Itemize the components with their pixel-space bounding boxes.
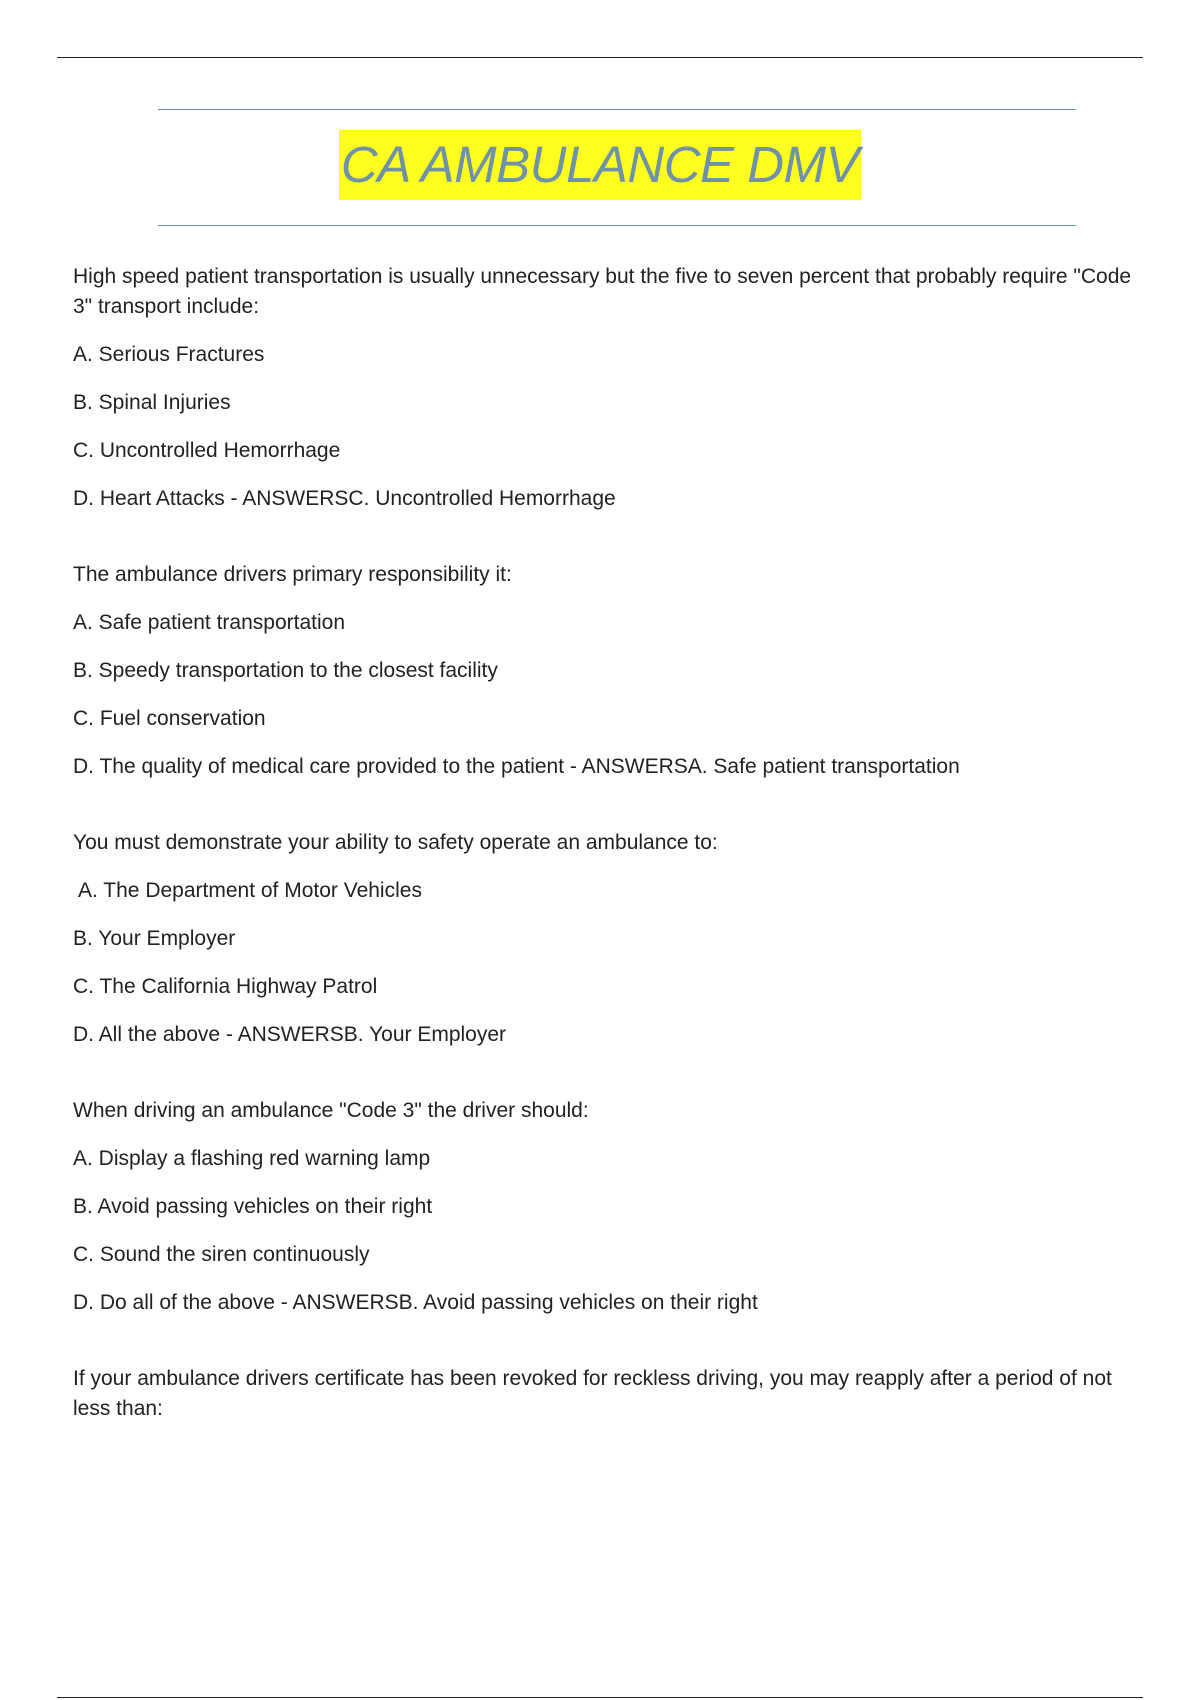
option-a: A. Serious Fractures xyxy=(73,343,265,366)
title-block xyxy=(0,130,1200,200)
question-3 xyxy=(73,828,1143,1050)
option-a: A. Safe patient transportation xyxy=(73,611,346,634)
question-2 xyxy=(73,560,1143,782)
question-list xyxy=(73,262,1143,1442)
question-5 xyxy=(73,1364,1143,1424)
option-c: C. Fuel conservation xyxy=(73,707,266,730)
option-c: C. Sound the siren continuously xyxy=(73,1243,370,1266)
question-text: If your ambulance drivers certificate has been revoked for reckless driving, you may reapply after a period of not less than: xyxy=(73,1367,1112,1420)
option-a: A. The Department of Motor Vehicles xyxy=(78,879,422,902)
question-text: You must demonstrate your ability to safety operate an ambulance to: xyxy=(73,831,718,854)
option-d-with-answer: D. Do all of the above - ANSWERSB. Avoid passing vehicles on their right xyxy=(73,1291,758,1314)
title-upper-rule xyxy=(158,109,1076,110)
option-b: B. Speedy transportation to the closest facility xyxy=(73,659,498,682)
option-c: C. The California Highway Patrol xyxy=(73,975,378,998)
option-d-with-answer: D. All the above - ANSWERSB. Your Employer xyxy=(73,1023,507,1046)
page-bottom-rule xyxy=(57,1697,1143,1698)
option-b: B. Your Employer xyxy=(73,927,236,950)
question-4 xyxy=(73,1096,1143,1318)
option-d-with-answer: D. The quality of medical care provided to the patient - ANSWERSA. Safe patient transportation xyxy=(73,755,960,778)
option-c: C. Uncontrolled Hemorrhage xyxy=(73,439,341,462)
page-top-rule xyxy=(57,57,1143,58)
question-text: High speed patient transportation is usually unnecessary but the five to seven percent that probably require "Code 3" transport include: xyxy=(73,265,1132,318)
title-lower-rule xyxy=(158,225,1076,226)
option-b: B. Spinal Injuries xyxy=(73,391,231,414)
document-title: CA AMBULANCE DMV xyxy=(339,130,861,200)
option-d-with-answer: D. Heart Attacks - ANSWERSC. Uncontrolled Hemorrhage xyxy=(73,487,616,510)
question-1 xyxy=(73,262,1143,514)
option-a: A. Display a flashing red warning lamp xyxy=(73,1147,431,1170)
question-text: The ambulance drivers primary responsibility it: xyxy=(73,563,512,586)
question-text: When driving an ambulance "Code 3" the driver should: xyxy=(73,1099,589,1122)
option-b: B. Avoid passing vehicles on their right xyxy=(73,1195,433,1218)
